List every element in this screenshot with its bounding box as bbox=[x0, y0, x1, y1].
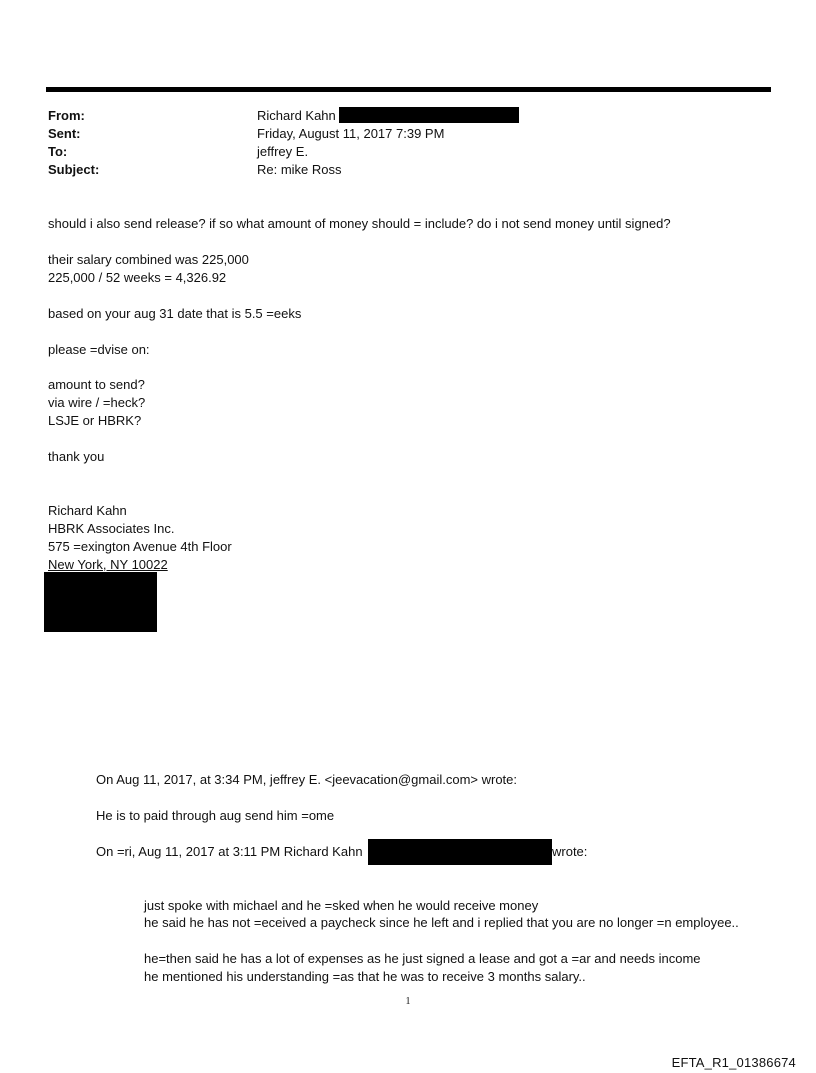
body-line-6: amount to send? bbox=[48, 377, 145, 392]
body-line-8: LSJE or HBRK? bbox=[48, 413, 142, 428]
quoted-line-2: he said he has not =eceived a paycheck since he left and i replied that you are no longer =n employee.. bbox=[144, 915, 739, 930]
body-line-4: based on your aug 31 date that is 5.5 =eeks bbox=[48, 306, 302, 321]
page-number: 1 bbox=[405, 996, 411, 1007]
sent-label: Sent: bbox=[48, 126, 81, 141]
from-label: From: bbox=[48, 108, 85, 123]
quoted-line-1: just spoke with michael and he =sked when he would receive money bbox=[144, 898, 539, 913]
signature-company: HBRK Associates Inc. bbox=[48, 521, 175, 536]
body-line-3: 225,000 / 52 weeks = 4,326.92 bbox=[48, 270, 227, 285]
subject-value: Re: mike Ross bbox=[257, 162, 342, 177]
body-line-7: via wire / =heck? bbox=[48, 395, 146, 410]
redaction-block bbox=[44, 572, 157, 632]
quoted-attribution-1: On Aug 11, 2017, at 3:34 PM, jeffrey E. <jeevacation@gmail.com> wrote: bbox=[96, 772, 518, 787]
body-line-2: their salary combined was 225,000 bbox=[48, 252, 249, 267]
to-label: To: bbox=[48, 144, 68, 159]
redaction-block bbox=[339, 107, 519, 123]
from-value: Richard Kahn bbox=[257, 108, 336, 123]
quoted-line-3: he=then said he has a lot of expenses as he just signed a lease and got a =ar and needs income bbox=[144, 951, 701, 966]
quoted-attribution-2-suffix: wrote: bbox=[552, 844, 588, 859]
quoted-line-4: he mentioned his understanding =as that he was to receive 3 months salary.. bbox=[144, 969, 586, 984]
header-rule bbox=[46, 87, 771, 92]
body-line-1: should i also send release? if so what amount of money should = include? do i not send money until signed? bbox=[48, 216, 671, 231]
body-line-5: please =dvise on: bbox=[48, 342, 150, 357]
subject-label: Subject: bbox=[48, 162, 100, 177]
document-id: EFTA_R1_01386674 bbox=[671, 1055, 796, 1070]
body-line-9: thank you bbox=[48, 449, 105, 464]
quoted-message-1: He is to paid through aug send him =ome bbox=[96, 808, 335, 823]
signature-address-2: New York, NY 10022 bbox=[48, 557, 168, 572]
sent-value: Friday, August 11, 2017 7:39 PM bbox=[257, 126, 445, 141]
quoted-attribution-2: On =ri, Aug 11, 2017 at 3:11 PM Richard Kahn bbox=[96, 844, 363, 859]
signature-name: Richard Kahn bbox=[48, 503, 127, 518]
to-value: jeffrey E. bbox=[257, 144, 309, 159]
redaction-block bbox=[368, 839, 552, 865]
signature-address-1: 575 =exington Avenue 4th Floor bbox=[48, 539, 232, 554]
